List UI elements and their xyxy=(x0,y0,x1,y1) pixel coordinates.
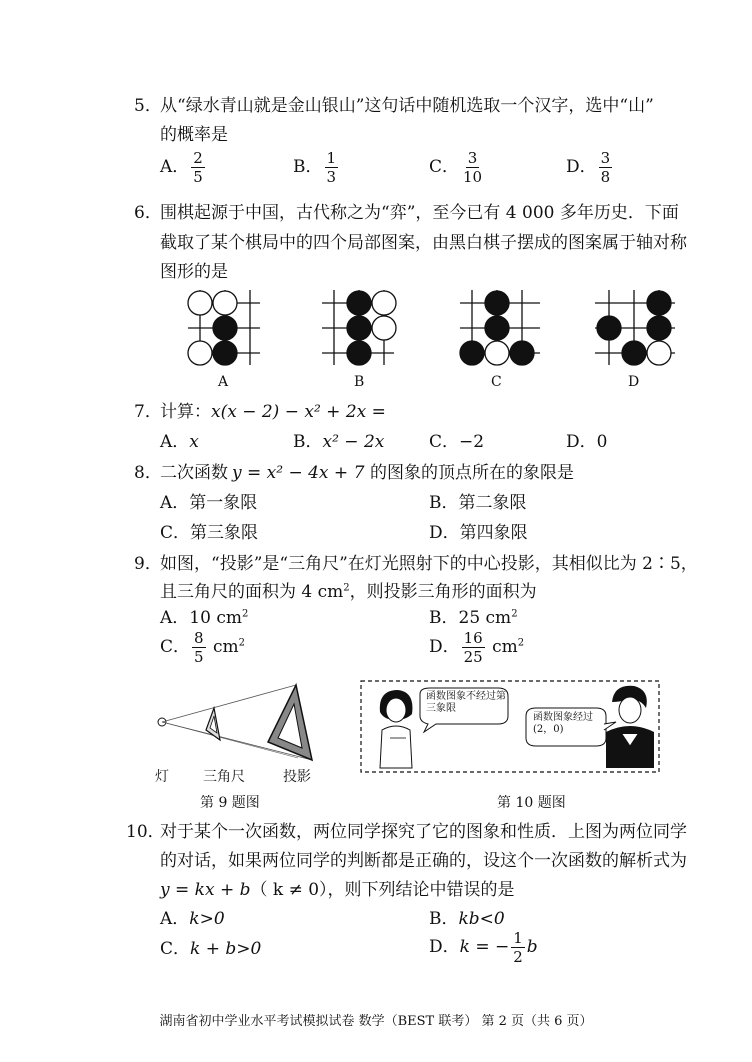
q5-option-a: A． $\frac{2}{5}$ xyxy=(160,149,203,186)
q6-go-patterns xyxy=(170,285,690,370)
q9-option-c: C． $\frac{8}{5}$ $cm^2$ xyxy=(160,629,245,666)
q10-caption: 第 10 题图 xyxy=(497,795,566,811)
q10-bubble-left-text: 函数图象不经过第三象限 xyxy=(426,691,506,714)
q8-option-b: B．第二象限 xyxy=(429,493,527,513)
q5-text-line1: 从“绿水青山就是金山银山”这句话中随机选取一个汉字，选中“山” xyxy=(160,96,654,116)
q10-dialogue-figure xyxy=(360,680,660,774)
student-left-icon xyxy=(380,690,413,768)
q8-number: 8． xyxy=(134,463,162,483)
q6-text-line3: 图形的是 xyxy=(160,262,228,282)
q10-text-line2: 的对话，如果两位同学的判断都是正确的，设这个一次函数的解析式为 xyxy=(160,851,687,871)
q9-text-line1: 如图，“投影”是“三角尺”在灯光照射下的中心投影，其相似比为 2∶5， xyxy=(160,554,698,574)
q7-number: 7． xyxy=(134,402,162,422)
q9-caption: 第 9 题图 xyxy=(200,795,260,811)
q7-option-c: C．−2 xyxy=(429,432,485,452)
page-footer: 湖南省初中学业水平考试模拟试卷 数学（BEST 联考） 第 2 页（共 6 页） xyxy=(159,1014,593,1029)
go-pattern-d xyxy=(595,290,675,365)
q5-option-d: D． $\frac{3}{8}$ xyxy=(566,149,611,186)
q6-label-b: B xyxy=(354,374,365,390)
go-pattern-b xyxy=(322,290,396,365)
q8-option-d: D．第四象限 xyxy=(429,523,528,543)
q9-option-d: D． $\frac{16}{25}$ $cm^2$ xyxy=(429,629,525,666)
q9-label-lamp: 灯 xyxy=(155,769,169,785)
q9-label-shadow: 投影 xyxy=(283,769,311,785)
q5-number: 5． xyxy=(134,96,162,116)
q10-number: 10． xyxy=(126,822,165,842)
q9-number: 9． xyxy=(134,554,162,574)
q10-option-d: D．k = − $\frac{1}{2}$ b xyxy=(429,929,538,966)
go-pattern-a xyxy=(188,290,260,365)
q6-label-d: D xyxy=(628,374,640,390)
q6-number: 6． xyxy=(134,203,162,223)
q5-option-c: C． $\frac{3}{10}$ xyxy=(429,149,483,186)
q7-expression: x(x − 2) − x² + 2x = xyxy=(211,402,386,422)
q8-text-pre: 二次函数 xyxy=(160,463,228,483)
q8-expression: y = x² − 4x + 7 xyxy=(232,463,365,483)
q6-text-line1: 围棋起源于中国，古代称之为“弈”，至今已有 4 000 多年历史．下面 xyxy=(160,203,679,223)
q8-text-post: 的图象的顶点所在的象限是 xyxy=(370,463,574,483)
q10-option-c: C．k + b>0 xyxy=(160,939,262,959)
q7-option-b: B．x² − 2x xyxy=(293,432,385,452)
go-pattern-c xyxy=(460,290,540,365)
q6-text-line2: 截取了某个棋局中的四个局部图案，由黑白棋子摆成的图案属于轴对称 xyxy=(160,233,687,253)
q8-option-c: C．第三象限 xyxy=(160,523,259,543)
q9-option-a: A．10 $cm^2$ xyxy=(160,608,249,628)
q10-bubble-right-text: 函数图象经过(2，0) xyxy=(533,712,593,735)
q10-text-line3: y = kx + b（ k ≠ 0），则下列结论中错误的是 xyxy=(160,880,515,900)
q7-option-a: A．x xyxy=(160,432,199,452)
q6-label-a: A xyxy=(218,374,229,390)
q9-option-b: B．25 $cm^2$ xyxy=(429,608,518,628)
q10-text-line1: 对于某个一次函数，两位同学探究了它的图象和性质．上图为两位同学 xyxy=(160,822,687,842)
q9-label-ruler: 三角尺 xyxy=(203,769,245,785)
q9-projection-figure xyxy=(150,680,330,770)
q7-option-d: D．0 xyxy=(566,432,608,452)
q10-option-b: B．kb<0 xyxy=(429,909,505,929)
q9-text-line2: 且三角尺的面积为 4 $cm^2$，则投影三角形的面积为 xyxy=(160,582,537,602)
q7-prefix: 计算： xyxy=(160,402,211,422)
q5-option-b: B． $\frac{1}{3}$ xyxy=(293,149,337,186)
q5-text-line2: 的概率是 xyxy=(160,125,228,145)
q8-option-a: A．第一象限 xyxy=(160,493,258,513)
q10-option-a: A．k>0 xyxy=(160,909,225,929)
q6-label-c: C xyxy=(491,374,502,390)
